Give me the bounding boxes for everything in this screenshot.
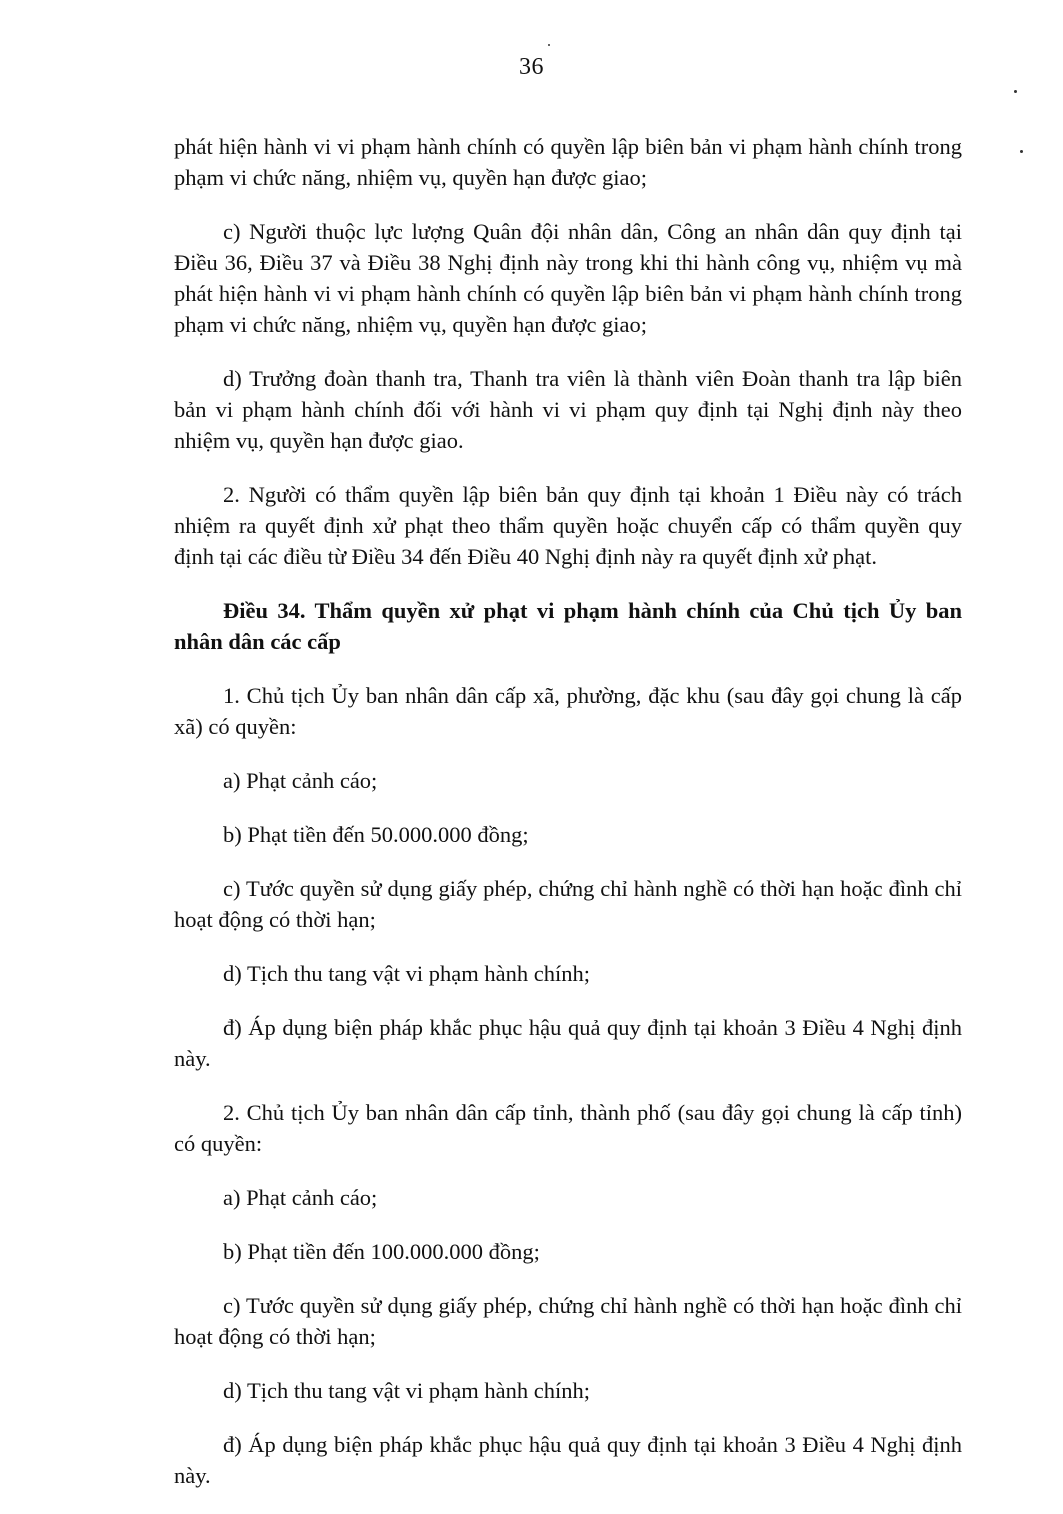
scan-speck (548, 44, 550, 46)
page-number: 36 (519, 54, 544, 80)
document-body (174, 131, 962, 1514)
list-item-license-revocation: c) Tước quyền sử dụng giấy phép, chứng chỉ hành nghề có thời hạn hoặc đình chỉ hoạt động có thời hạn; (174, 876, 962, 932)
list-item-remedial-measures: đ) Áp dụng biện pháp khắc phục hậu quả quy định tại khoản 3 Điều 4 Nghị định này. (174, 1015, 962, 1071)
list-item-fine: b) Phạt tiền đến 100.000.000 đồng; (223, 1239, 540, 1264)
list-item-warning: a) Phạt cảnh cáo; (223, 1185, 378, 1210)
list-item-warning: a) Phạt cảnh cáo; (223, 768, 378, 793)
list-item-license-revocation: c) Tước quyền sử dụng giấy phép, chứng chỉ hành nghề có thời hạn hoặc đình chỉ hoạt động có thời hạn; (174, 1293, 962, 1349)
paragraph-section-2: 2. Người có thẩm quyền lập biên bản quy định tại khoản 1 Điều này có trách nhiệm ra quyết định xử phạt theo thẩm quyền hoặc chuyển cấp có thẩm quyền quy định tại các điều từ Điều 34 đến Điều 40 Nghị định này ra quyết định xử phạt. (174, 482, 962, 569)
scan-speck (1014, 90, 1017, 93)
list-item-confiscation: d) Tịch thu tang vật vi phạm hành chính; (223, 961, 591, 986)
paragraph-commune-level: 1. Chủ tịch Ủy ban nhân dân cấp xã, phường, đặc khu (sau đây gọi chung là cấp xã) có quyền: (174, 683, 962, 739)
continued-paragraph: phát hiện hành vi vi phạm hành chính có quyền lập biên bản vi phạm hành chính trong phạm vi chức năng, nhiệm vụ, quyền hạn được giao; (174, 134, 962, 190)
scan-speck (1020, 150, 1023, 153)
paragraph-clause-c: c) Người thuộc lực lượng Quân đội nhân dân, Công an nhân dân quy định tại Điều 36, Điều 37 và Điều 38 Nghị định này trong khi thi hành công vụ, nhiệm vụ mà phát hiện hành vi vi phạm hành chính có quyền lập biên bản vi phạm hành chính trong phạm vi chức năng, nhiệm vụ, quyền hạn được giao; (174, 219, 962, 337)
article-heading: Điều 34. Thẩm quyền xử phạt vi phạm hành chính của Chủ tịch Ủy ban nhân dân các cấp (174, 598, 962, 654)
paragraph-clause-d: d) Trưởng đoàn thanh tra, Thanh tra viên là thành viên Đoàn thanh tra lập biên bản vi phạm hành chính đối với hành vi vi phạm quy định tại Nghị định này theo nhiệm vụ, quyền hạn được giao. (174, 366, 962, 453)
paragraph-province-level: 2. Chủ tịch Ủy ban nhân dân cấp tỉnh, thành phố (sau đây gọi chung là cấp tỉnh) có quyền: (174, 1100, 962, 1156)
list-item-confiscation: d) Tịch thu tang vật vi phạm hành chính; (223, 1378, 591, 1403)
list-item-fine: b) Phạt tiền đến 50.000.000 đồng; (223, 822, 529, 847)
list-item-remedial-measures: đ) Áp dụng biện pháp khắc phục hậu quả quy định tại khoản 3 Điều 4 Nghị định này. (174, 1432, 962, 1488)
